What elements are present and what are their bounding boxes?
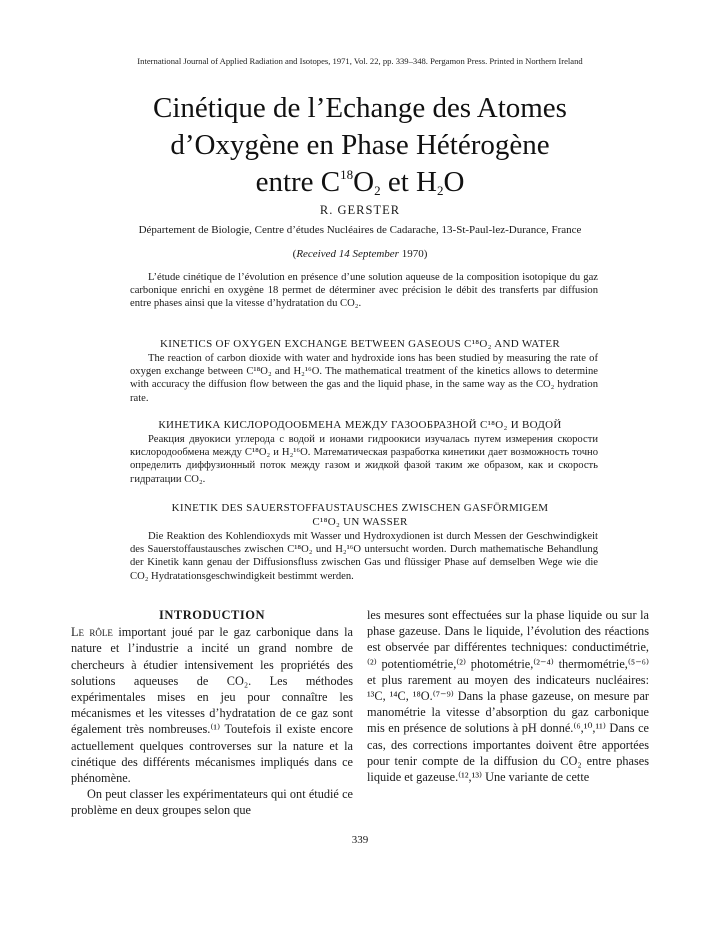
left-column bbox=[71, 607, 353, 819]
author-affiliation: Département de Biologie, Centre d’études Nucléaires de Cadarache, 13-St-Paul-lez-Durance, France bbox=[138, 224, 582, 236]
abstract-english: The reaction of carbon dioxide with water and hydroxide ions has been studied by measuring the rate of oxygen exchange between C¹⁸O₂ and H₂¹⁶O. The mathematical treatment of the kinetics allows to determine with accuracy the diffusion flow between the gas and the liquid phase, in the same way as the CO₂ hydration rate. bbox=[130, 353, 598, 404]
abstract-russian: Реакция двуокиси углерода с водой и ионами гидроокиси изучалась путем измерения скорости кислородообмена между C¹⁸O₂ и H₂¹⁶O. Математическая разработка кинетики дает возможность точно определить диффузионный поток между газом и жидкой фазой таким же образом, как и скорость гидратации CO₂. bbox=[130, 434, 598, 485]
title-line-3: entre $C^{18}O_2$ et $H_2O$ bbox=[255, 166, 465, 198]
english-abstract-heading: KINETICS OF OXYGEN EXCHANGE BETWEEN GASEOUS C¹⁸O₂ AND WATER bbox=[159, 338, 560, 350]
page-number: 339 bbox=[351, 834, 369, 846]
intro-paragraph-2: On peut classer les expérimentateurs qui ont étudié ce problème en deux groupes selon que bbox=[71, 787, 353, 818]
intro-dropcap: Le rôle bbox=[71, 625, 113, 640]
abstract-french: L’étude cinétique de l’évolution en présence d’une solution aqueuse de la composition isotopique du gaz carbonique enrichi en oxygène 18 permet de déterminer avec précision le débit des transferts par diffusion entre phases ainsi que la vitesse d’hydratation du CO₂. bbox=[130, 272, 598, 310]
german-abstract-heading-1: KINETIK DES SAUERSTOFFAUSTAUSCHES ZWISCHEN GASFÖRMIGEM bbox=[171, 502, 549, 514]
abstract-german: Die Reaktion des Kohlendioxyds mit Wasser und Hydroxydionen ist durch Messen der Geschwindigkeit des Sauerstoffaustausches zwischen C¹⁸O₂ und H₂¹⁶O untersucht worden. Durch mathematische Behandlung der Kinetik kann genau der Diffusionsfluss zwischen Gas und flüssiger Phase auf demselben Wege wie die CO₂ Hydratationsgeschwindigkeit bestimmt werden. bbox=[130, 531, 598, 582]
introduction-heading: INTRODUCTION bbox=[158, 608, 265, 622]
right-column bbox=[367, 607, 649, 785]
author-name: R. GERSTER bbox=[319, 203, 401, 217]
title-line-2: d’Oxygène en Phase Hétérogène bbox=[170, 129, 550, 161]
journal-header: International Journal of Applied Radiation and Isotopes, 1971, Vol. 22, pp. 339–348. Pergamon Press. Printed in Northern Ireland bbox=[137, 56, 583, 66]
intro-paragraph-1: Le rôle important joué par le gaz carbonique dans la nature et l’industrie a incité un grand nombre de chercheurs à étudier intensivement les propriétés des solutions aqueuses de CO₂. Les méthodes expérimentales mises en jeu pour connaître les mécanismes et les vitesses d’hydratation de ce gaz sont également très nombreuses.⁽¹⁾ Toutefois il existe encore actuellement quelques controverses sur la nature et la cinétique des différents mécanismes impliqués dans ce phénomène. bbox=[71, 625, 353, 786]
title-line-1: Cinétique de l’Echange des Atomes bbox=[153, 92, 567, 124]
intro-paragraph-right: les mesures sont effectuées sur la phase liquide ou sur la phase gazeuse. Dans le liquide, l’évolution des réactions est observée par différentes techniques: conductimétrie,⁽²⁾ potentiométrie,⁽²⁾ photométrie,⁽²⁻⁴⁾ thermométrie,⁽⁵⁻⁶⁾ et plus rarement au moyen des indicateurs nucléaires: ¹³C, ¹⁴C, ¹⁸O.⁽⁷⁻⁹⁾ Dans la phase gazeuse, on mesure par manométrie la vitesse d’absorption du gaz carbonique mis en présence de solutions à pH donné.⁽⁶,¹⁰,¹¹⁾ Dans ce cas, des corrections importantes doivent être apportées pour tenir compte de la diffusion du CO₂ entre phases liquide et gazeuse.⁽¹²,¹³⁾ Une variante de cette bbox=[367, 608, 649, 785]
article-title bbox=[0, 90, 720, 201]
german-abstract-heading-2: C¹⁸O₂ UN WASSER bbox=[312, 516, 408, 528]
russian-abstract-heading: КИНЕТИКА КИСЛОРОДООБМЕНА МЕЖДУ ГАЗООБРАЗНОЙ C¹⁸O₂ И ВОДОЙ bbox=[158, 419, 562, 431]
received-date: (Received 14 September 1970) bbox=[292, 248, 428, 260]
